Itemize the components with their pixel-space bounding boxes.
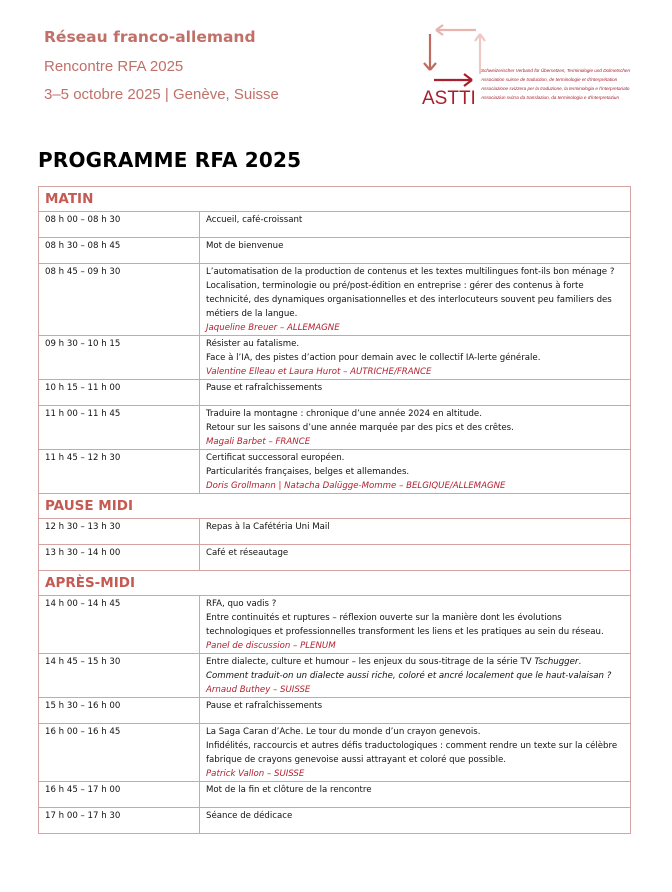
session-content: [200, 212, 631, 238]
section-header: [39, 571, 631, 596]
table-row: [39, 654, 631, 698]
session-content: [200, 519, 631, 545]
session-title: Séance de dédicace: [206, 811, 293, 821]
session-title-end: .: [578, 657, 582, 667]
session-title: Certificat successoral européen.: [206, 453, 345, 463]
session-content: [200, 450, 631, 494]
event-dates-place: 3–5 octobre 2025 | Genève, Suisse: [44, 86, 279, 103]
logo-line: Schweizerischer Verband für Übersetzen, Terminologie und Dolmetschen: [481, 68, 631, 73]
table-row: [39, 264, 631, 336]
table-row: [39, 336, 631, 380]
session-description: Particularités françaises, belges et allemandes.: [206, 467, 410, 477]
table-row: [39, 782, 631, 808]
session-time: 09 h 30 – 10 h 15: [39, 336, 200, 380]
session-speaker: Doris Grollmann | Natacha Dalügge-Momme – BELGIQUE/ALLEMAGNE: [206, 481, 506, 491]
session-time: 08 h 45 – 09 h 30: [39, 264, 200, 336]
table-row: [39, 450, 631, 494]
session-content: [200, 596, 631, 654]
session-title: Mot de la fin et clôture de la rencontre: [206, 785, 372, 795]
logo-arrows-icon: [424, 25, 485, 86]
org-name: Réseau franco-allemand: [44, 28, 256, 46]
svg-text:ASTTI: ASTTI: [422, 88, 476, 109]
session-title: Café et réseautage: [206, 548, 289, 558]
session-description: Retour sur les saisons d’une année marquée par des pics et des crêtes.: [206, 423, 514, 433]
astti-logo: [418, 20, 658, 110]
session-time: 11 h 00 – 11 h 45: [39, 406, 200, 450]
table-row: [39, 238, 631, 264]
session-time: 12 h 30 – 13 h 30: [39, 519, 200, 545]
session-title: Pause et rafraîchissements: [206, 701, 323, 711]
session-title: L’automatisation de la production de contenus et les textes multilingues font-ils bon ménage ?: [206, 267, 615, 277]
session-description: Infidélités, raccourcis et autres défis traductologiques : comment rendre un texte sur la célèbre fabrique de crayons genevoise aussi attrayant et coloré que possible.: [206, 741, 618, 765]
session-description: Comment traduit-on un dialecte aussi riche, coloré et ancré localement que le haut-valaisan ?: [206, 671, 612, 681]
session-title-italic: Tschugger: [534, 657, 579, 667]
section-header: [39, 187, 631, 212]
programme-table: [38, 186, 631, 834]
session-time: 10 h 15 – 11 h 00: [39, 380, 200, 406]
session-time: 14 h 45 – 15 h 30: [39, 654, 200, 698]
section-title: PAUSE MIDI: [39, 494, 631, 519]
session-speaker: Jaqueline Breuer – ALLEMAGNE: [206, 323, 340, 333]
section-title: MATIN: [39, 187, 631, 212]
session-time: 16 h 45 – 17 h 00: [39, 782, 200, 808]
session-content: [200, 545, 631, 571]
session-title: [206, 655, 624, 669]
session-title: RFA, quo vadis ?: [206, 599, 277, 609]
logo-line: Associaziun svizra da translaziun, da terminologia e d'interpretaziun: [481, 95, 619, 100]
session-content: [200, 724, 631, 782]
session-time: 08 h 00 – 08 h 30: [39, 212, 200, 238]
session-time: 15 h 30 – 16 h 00: [39, 698, 200, 724]
session-content: [200, 238, 631, 264]
table-row: [39, 212, 631, 238]
session-content: [200, 808, 631, 834]
table-row: [39, 545, 631, 571]
session-time: 16 h 00 – 16 h 45: [39, 724, 200, 782]
table-row: [39, 380, 631, 406]
section-title: APRÈS-MIDI: [39, 571, 631, 596]
session-speaker: Magali Barbet – FRANCE: [206, 437, 311, 447]
session-speaker: Valentine Elleau et Laura Hurot – AUTRICHE/FRANCE: [206, 367, 432, 377]
session-title: Traduire la montagne : chronique d’une année 2024 en altitude.: [206, 409, 482, 419]
session-content: [200, 264, 631, 336]
session-speaker: Patrick Vallon – SUISSE: [206, 769, 305, 779]
section-header: [39, 494, 631, 519]
session-speaker: Arnaud Buthey – SUISSE: [206, 685, 311, 695]
session-content: [200, 380, 631, 406]
table-row: [39, 808, 631, 834]
session-title: Résister au fatalisme.: [206, 339, 300, 349]
event-name: Rencontre RFA 2025: [44, 58, 184, 75]
page-title: PROGRAMME RFA 2025: [38, 148, 302, 172]
session-title: Repas à la Cafétéria Uni Mail: [206, 522, 330, 532]
session-content: [200, 782, 631, 808]
session-content: [200, 698, 631, 724]
table-row: [39, 519, 631, 545]
session-title: Pause et rafraîchissements: [206, 383, 323, 393]
session-speaker: Panel de discussion – PLENUM: [206, 641, 336, 651]
table-row: [39, 596, 631, 654]
session-title: Accueil, café-croissant: [206, 215, 303, 225]
session-time: 14 h 00 – 14 h 45: [39, 596, 200, 654]
session-description: Localisation, terminologie ou pré/post-édition en entreprise : gérer des contenus à forte technicité, des dynamiques organisationnelles et des interlocuteurs souvent peu familiers des métiers de la langue.: [206, 281, 612, 319]
session-content: [200, 336, 631, 380]
session-title: La Saga Caran d’Ache. Le tour du monde d’un crayon genevois.: [206, 727, 481, 737]
session-time: 17 h 00 – 17 h 30: [39, 808, 200, 834]
session-title-text: Entre dialecte, culture et humour – les enjeux du sous-titrage de la série TV: [206, 657, 535, 667]
session-description: Entre continuités et ruptures – réflexion ouverte sur la manière dont les évolutions technologiques et professionnelles transforment les liens et les pratiques au sein du réseau.: [206, 613, 604, 637]
session-time: 13 h 30 – 14 h 00: [39, 545, 200, 571]
session-time: 08 h 30 – 08 h 45: [39, 238, 200, 264]
session-content: [200, 406, 631, 450]
session-description: Face à l’IA, des pistes d’action pour demain avec le collectif IA-lerte générale.: [206, 353, 541, 363]
logo-line: Associazione svizzera per la traduzione, la terminologia e l'interpretariato: [481, 86, 630, 91]
session-time: 11 h 45 – 12 h 30: [39, 450, 200, 494]
session-content: [200, 654, 631, 698]
table-row: [39, 406, 631, 450]
logo-line: Association suisse de traduction, de terminologie et d'interprétation: [481, 77, 618, 82]
session-title: Mot de bienvenue: [206, 241, 284, 251]
table-row: [39, 698, 631, 724]
table-row: [39, 724, 631, 782]
